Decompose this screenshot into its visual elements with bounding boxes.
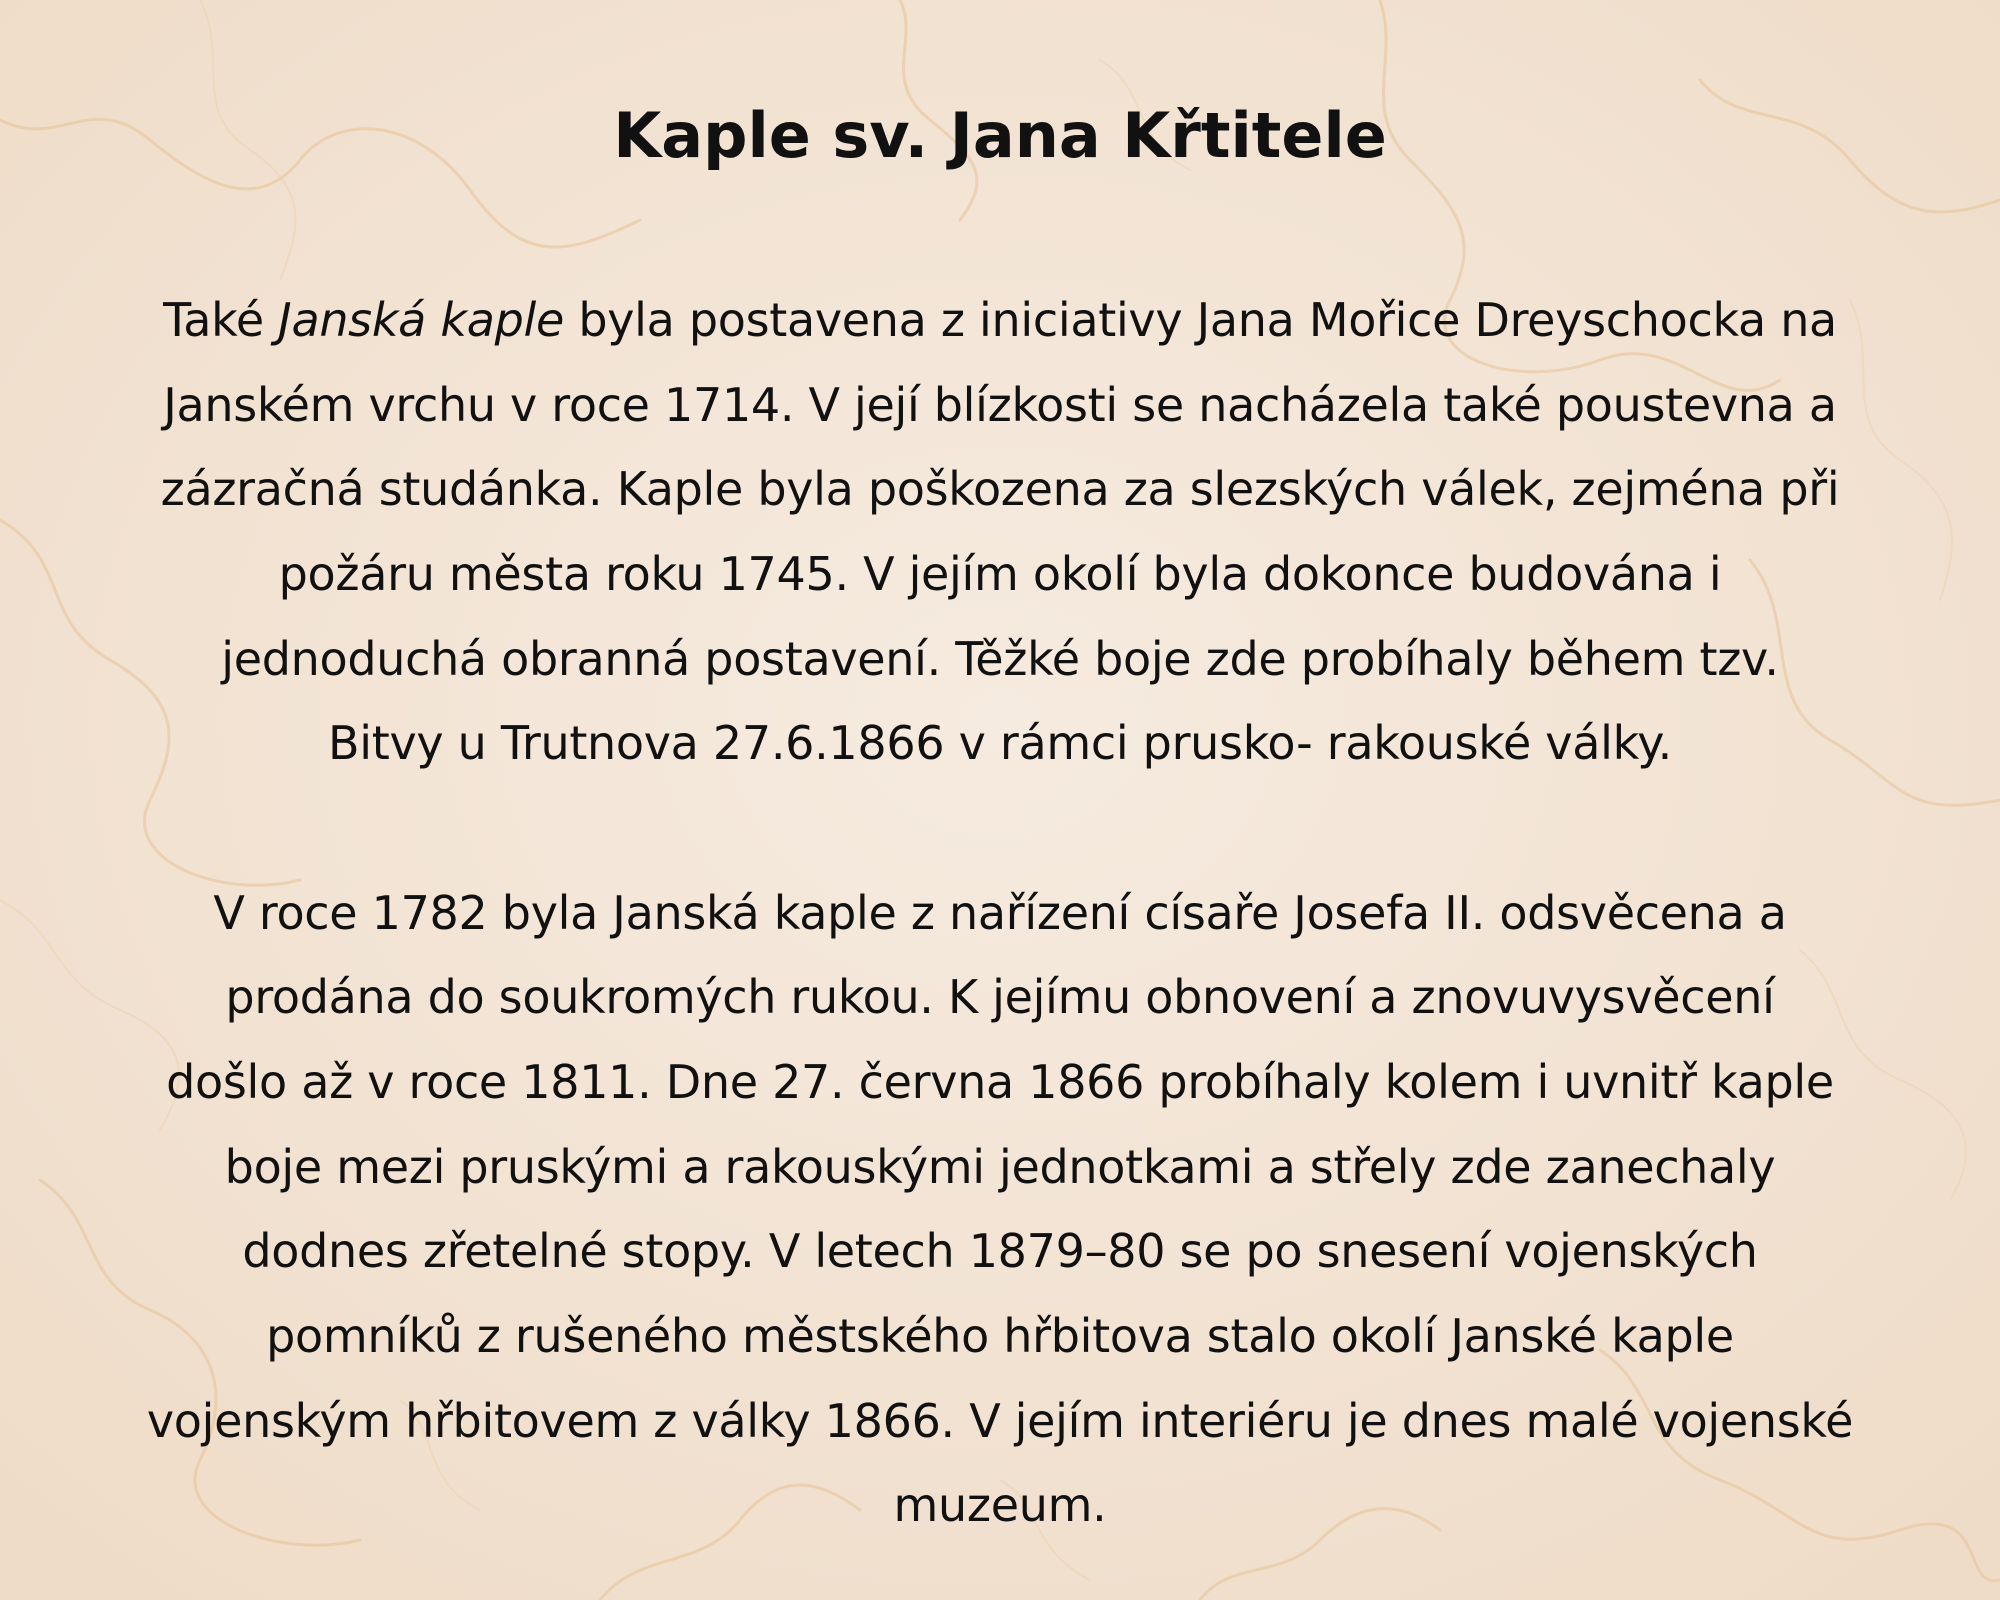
paragraph-1-line-1-start: Také (163, 293, 279, 347)
paragraph-2-line: došlo až v roce 1811. Dne 27. června 1866 probíhaly kolem i uvnitř kaple (166, 1055, 1834, 1109)
paragraph-1-line-1-end: byla postavena z iniciativy Jana Mořice Dreyschocka na (564, 293, 1837, 347)
page-title: Kaple sv. Jana Křtitele (613, 99, 1387, 172)
paragraph-2-line: V roce 1782 byla Janská kaple z nařízení císaře Josefa II. odsvěcena a (213, 886, 1787, 940)
paragraph-1-line: požáru města roku 1745. V jejím okolí byla dokonce budována i (278, 547, 1722, 601)
paragraph-2-line: boje mezi pruskými a rakouskými jednotkami a střely zde zanechaly (224, 1140, 1776, 1194)
paragraph-1-line: jednoduchá obranná postavení. Těžké boje zde probíhaly během tzv. (221, 632, 1779, 686)
paragraph-2-line: pomníků z rušeného městského hřbitova stalo okolí Janské kaple (266, 1309, 1734, 1363)
paragraph-1-line: zázračná studánka. Kaple byla poškozena za slezských válek, zejména při (160, 462, 1840, 516)
paragraph-1-line: Bitvy u Trutnova 27.6.1866 v rámci prusko- rakouské války. (328, 716, 1672, 770)
paragraph-1-line: Janském vrchu v roce 1714. V její blízkosti se nacházela také poustevna a (163, 378, 1837, 432)
paragraph-1-line (40, 290, 1960, 350)
paragraph-2-line: muzeum. (893, 1478, 1107, 1532)
paragraph-2-line: prodána do soukromých rukou. K jejímu obnovení a znovuvysvěcení (225, 970, 1775, 1024)
paragraph-2-line: vojenským hřbitovem z války 1866. V jejím interiéru je dnes malé vojenské (146, 1394, 1854, 1448)
paragraph-2-line: dodnes zřetelné stopy. V letech 1879–80 se po snesení vojenských (242, 1224, 1758, 1278)
emphasis-janska-kaple: Janská kaple (278, 293, 565, 347)
